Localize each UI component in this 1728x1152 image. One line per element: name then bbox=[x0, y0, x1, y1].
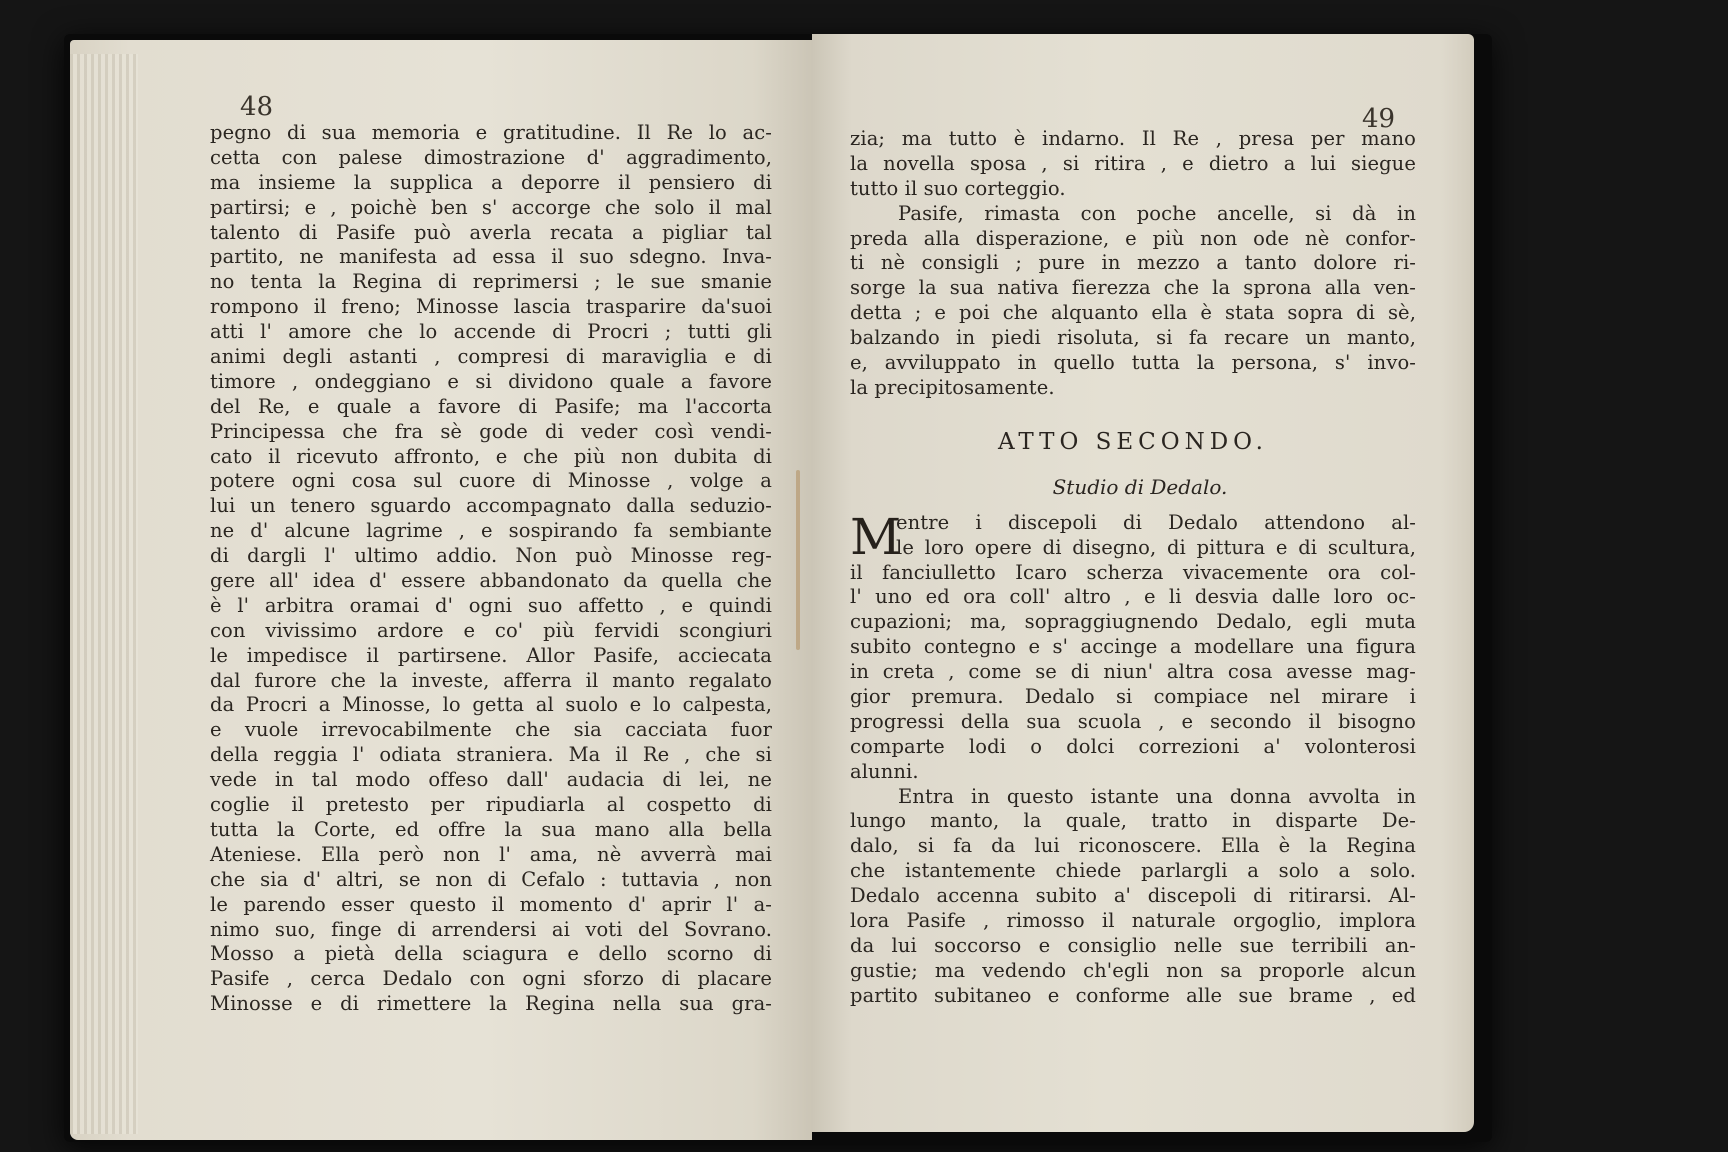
text-line: subito contegno e s' accinge a modellare una figura bbox=[850, 635, 1416, 659]
text-line: dal furore che la investe, afferra il manto regalato bbox=[210, 668, 772, 692]
page-number-left: 48 bbox=[240, 92, 274, 122]
text-line: Dedalo accenna subito a' discepoli di ritirarsi. Al- bbox=[850, 884, 1416, 908]
text-line: che istantemente chiede parlargli a solo a solo. bbox=[850, 859, 1416, 883]
text-line: lui un tenero sguardo accompagnato dalla seduzio- bbox=[210, 494, 772, 518]
text-line: e vuole irrevocabilmente che sia cacciata fuor bbox=[210, 718, 772, 742]
text-line: l' uno ed ora coll' altro , e li desvia dalle loro oc- bbox=[850, 585, 1416, 609]
text-line: partito subitaneo e conforme alle sue brame , ed bbox=[850, 983, 1416, 1007]
text-line: ti nè consigli ; pure in mezzo a tanto dolore ri- bbox=[850, 251, 1416, 275]
text-line: animi degli astanti , compresi di maraviglia e di bbox=[210, 345, 772, 369]
right-page bbox=[812, 34, 1474, 1132]
text-line: partito, ne manifesta ad essa il suo sdegno. Inva- bbox=[210, 245, 772, 269]
text-line: con vivissimo ardore e co' più fervidi scongiuri bbox=[210, 618, 772, 642]
text-line: tutta la Corte, ed offre la sua mano alla bella bbox=[210, 817, 772, 841]
text-line: vede in tal modo offeso dall' audacia di lei, ne bbox=[210, 768, 772, 792]
text-line: Principessa che fra sè gode di veder così vendi- bbox=[210, 419, 772, 443]
scene-title: Studio di Dedalo. bbox=[1052, 474, 1228, 499]
text-line: coglie il pretesto per ripudiarla al cospetto di bbox=[210, 793, 772, 817]
text-line: sorge la sua nativa fierezza che la sprona alla ven- bbox=[850, 276, 1416, 300]
text-line: la precipitosamente. bbox=[850, 375, 1055, 399]
act-heading: ATTO SECONDO. bbox=[997, 428, 1268, 455]
text-line: potere ogni cosa sul cuore di Minosse , volge a bbox=[210, 469, 772, 493]
text-line: la novella sposa , si ritira , e dietro a lui siegue bbox=[850, 151, 1416, 175]
text-line: pegno di sua memoria e gratitudine. Il Re lo ac- bbox=[210, 121, 772, 144]
left-page bbox=[70, 40, 812, 1140]
text-line: progressi della sua scuola , e secondo il bisogno bbox=[850, 709, 1416, 733]
text-line: no tenta la Regina di reprimersi ; le sue smanie bbox=[210, 270, 772, 294]
text-line: entre i discepoli di Dedalo attendono al- bbox=[896, 510, 1416, 534]
text-line: cupazioni; ma, sopraggiugnendo Dedalo, egli muta bbox=[850, 610, 1416, 634]
text-line: le parendo esser questo il momento d' aprir l' a- bbox=[210, 892, 772, 916]
text-line: gere all' idea d' essere abbandonato da quella che bbox=[210, 569, 772, 593]
text-line: Pasife, rimasta con poche ancelle, si dà in bbox=[898, 201, 1416, 225]
text-line: che sia d' altri, se non di Cefalo : tuttavia , non bbox=[210, 867, 772, 891]
text-line: e, avviluppato in quello tutta la persona, s' invo- bbox=[850, 351, 1416, 375]
text-line: ne d' alcune lagrime , e sospirando fa sembiante bbox=[210, 519, 772, 543]
text-line: atti l' amore che lo accende di Procri ; tutti gli bbox=[210, 320, 772, 344]
text-line: da lui soccorso e consiglio nelle sue terribili an- bbox=[850, 933, 1416, 957]
text-line: del Re, e quale a favore di Pasife; ma l'accorta bbox=[210, 394, 772, 418]
page-number-right: 49 bbox=[1362, 104, 1396, 134]
text-line: comparte lodi o dolci correzioni a' volonterosi bbox=[850, 734, 1416, 758]
right-page-text bbox=[850, 127, 1416, 1009]
text-line: le impedisce il partirsene. Allor Pasife, acciecata bbox=[210, 643, 772, 667]
text-line: da Procri a Minosse, lo getta al suolo e lo calpesta, bbox=[210, 693, 772, 717]
text-line: nimo suo, finge di arrendersi ai voti del Sovrano. bbox=[210, 917, 772, 941]
left-page-text bbox=[210, 121, 772, 1017]
text-line: cetta con palese dimostrazione d' aggradimento, bbox=[210, 145, 772, 169]
text-line: preda alla disperazione, e più non ode nè confor- bbox=[850, 226, 1416, 250]
text-line: Entra in questo istante una donna avvolta in bbox=[898, 784, 1416, 808]
text-line: lora Pasife , rimosso il naturale orgoglio, implora bbox=[850, 909, 1416, 933]
text-line: dalo, si fa da lui riconoscere. Ella è la Regina bbox=[850, 834, 1416, 858]
text-line: alunni. bbox=[850, 759, 919, 783]
text-line: balzando in piedi risoluta, si fa recare un manto, bbox=[850, 326, 1416, 350]
text-line: ma insieme la supplica a deporre il pensiero di bbox=[210, 170, 772, 194]
text-line: gior premura. Dedalo si compiace nel mirare i bbox=[850, 685, 1416, 709]
text-line: della reggia l' odiata straniera. Ma il Re , che si bbox=[210, 743, 772, 767]
text-line: rompono il freno; Minosse lascia trasparire da'suoi bbox=[210, 295, 772, 319]
drop-cap: M bbox=[850, 507, 902, 566]
text-line: Minosse e di rimettere la Regina nella sua gra- bbox=[210, 992, 772, 1016]
text-line: cato il ricevuto affronto, e che più non dubita di bbox=[210, 444, 772, 468]
binding-thread bbox=[796, 470, 800, 650]
text-line: Mosso a pietà della sciagura e dello scorno di bbox=[210, 942, 772, 966]
text-line: le loro opere di disegno, di pittura e di scultura, bbox=[896, 535, 1416, 559]
text-line: tutto il suo corteggio. bbox=[850, 176, 1066, 200]
page-edges bbox=[70, 54, 138, 1134]
text-line: è l' arbitra oramai d' ogni suo affetto , e quindi bbox=[210, 593, 772, 617]
text-line: gustie; ma vedendo ch'egli non sa proporle alcun bbox=[850, 958, 1416, 982]
text-line: timore , ondeggiano e si dividono quale a favore bbox=[210, 369, 772, 393]
text-line: il fanciulletto Icaro scherza vivacemente ora col- bbox=[850, 560, 1416, 584]
text-line: lungo manto, la quale, tratto in disparte De- bbox=[850, 809, 1416, 833]
text-line: Ateniese. Ella però non l' ama, nè avverrà mai bbox=[210, 842, 772, 866]
drop-cap-paragraph bbox=[850, 507, 1416, 566]
text-line: zia; ma tutto è indarno. Il Re , presa per mano bbox=[850, 127, 1416, 150]
text-line: detta ; e poi che alquanto ella è stata sopra di sè, bbox=[850, 301, 1416, 325]
text-line: Pasife , cerca Dedalo con ogni sforzo di placare bbox=[210, 967, 772, 991]
text-line: in creta , come se di niun' altra cosa avesse mag- bbox=[850, 660, 1416, 684]
text-line: partirsi; e , poichè ben s' accorge che solo il mal bbox=[210, 195, 772, 219]
text-line: di dargli l' ultimo addio. Non può Minosse reg- bbox=[210, 544, 772, 568]
text-line: talento di Pasife può averla recata a pigliar tal bbox=[210, 220, 772, 244]
